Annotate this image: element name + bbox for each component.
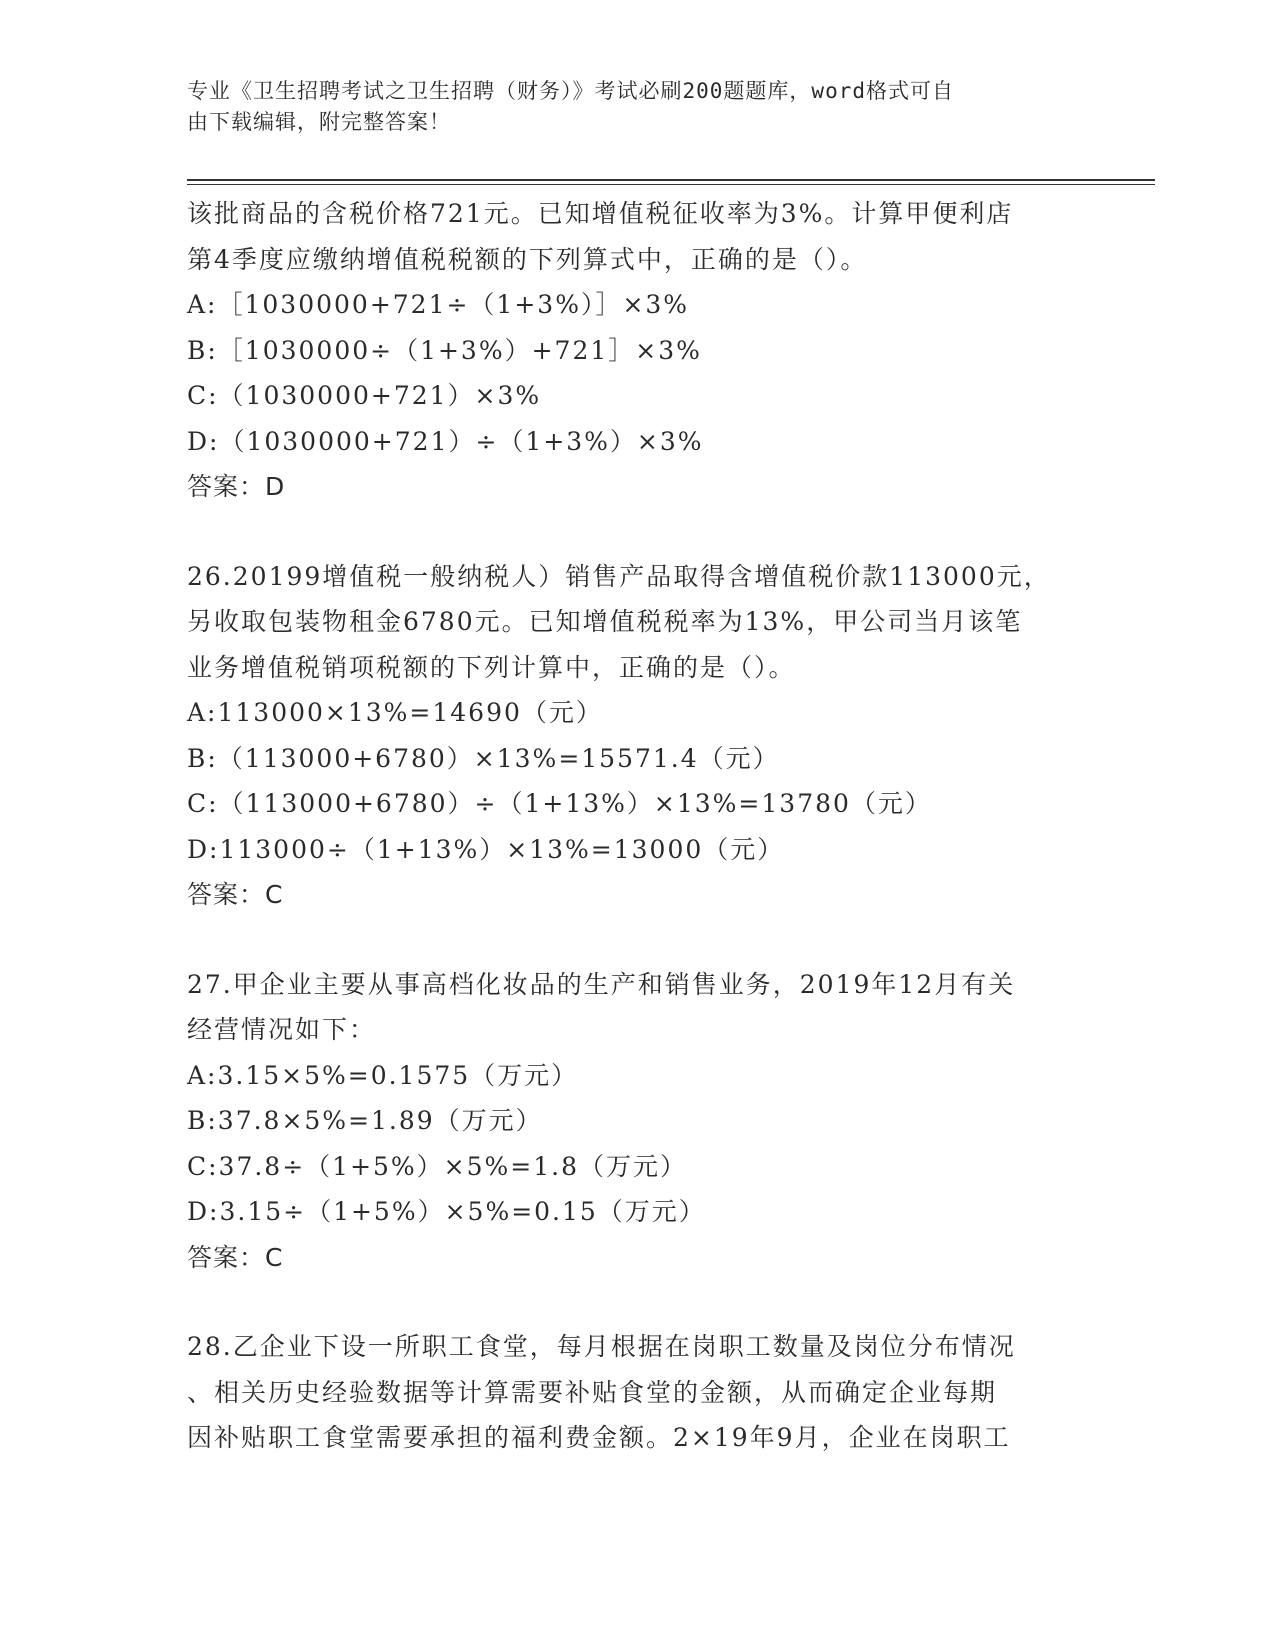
question-stem-line: 另收取包装物租金6780元。已知增值税税率为13%，甲公司当月该笔: [187, 607, 1023, 636]
document-body: [187, 191, 1147, 1461]
question-stem-line: 28.乙企业下设一所职工食堂，每月根据在岗职工数量及岗位分布情况: [187, 1332, 1016, 1361]
question-gap: [187, 918, 1147, 962]
question-stem-line: 第4季度应缴纳增值税税额的下列算式中，正确的是（）。: [187, 244, 868, 274]
option-c: C:（1030000+721）×3%: [187, 381, 542, 410]
answer-line: 答案：C: [187, 880, 284, 909]
question-stem-line: 26.20199增值税一般纳税人）销售产品取得含增值税价款113000元，: [187, 561, 1051, 591]
question-stem-line: 因补贴职工食堂需要承担的福利费金额。2×19年9月，企业在岗职工: [187, 1423, 1011, 1452]
option-b: B:［1030000÷（1+3%）+721］×3%: [187, 335, 702, 365]
option-d: D:113000÷（1+13%）×13%=13000（元）: [187, 834, 785, 864]
header-line-1: 专业《卫生招聘考试之卫生招聘（财务）》考试必刷200题题库，word格式可自: [187, 79, 954, 103]
header-rule-thick: [187, 179, 1155, 181]
option-d: D:（1030000+721）÷（1+3%）×3%: [187, 426, 704, 456]
option-b: B:（113000+6780）×13%=15571.4（元）: [187, 743, 780, 773]
question-stem-line: 27.甲企业主要从事高档化妆品的生产和销售业务，2019年12月有关: [187, 969, 1016, 999]
header-rule-thin: [187, 184, 1155, 185]
answer-line: 答案：D: [187, 472, 286, 501]
question-stem-line: 该批商品的含税价格721元。已知增值税征收率为3%。计算甲便利店: [187, 199, 1014, 228]
question-stem-line: 、相关历史经验数据等计算需要补贴食堂的金额，从而确定企业每期: [187, 1377, 998, 1407]
question-block: [187, 962, 1147, 1281]
option-b: B:37.8×5%=1.89（万元）: [187, 1106, 543, 1135]
option-d: D:3.15÷（1+5%）×5%=0.15（万元）: [187, 1197, 706, 1226]
option-a: A:113000×13%=14690（元）: [187, 698, 603, 727]
answer-line: 答案：C: [187, 1242, 284, 1272]
option-c: C:37.8÷（1+5%）×5%=1.8（万元）: [187, 1151, 687, 1181]
option-c: C:（113000+6780）÷（1+13%）×13%=13780（元）: [187, 789, 932, 818]
option-a: A:［1030000+721÷（1+3%）］×3%: [187, 290, 690, 319]
question-gap: [187, 510, 1147, 554]
header-line-2: 由下载编辑，附完整答案！: [187, 110, 451, 134]
question-block: [187, 1324, 1147, 1461]
question-stem-line: 经营情况如下：: [187, 1015, 377, 1044]
question-gap: [187, 1280, 1147, 1324]
question-stem-line: 业务增值税销项税额的下列计算中，正确的是（）。: [187, 652, 796, 682]
option-a: A:3.15×5%=0.1575（万元）: [187, 1060, 579, 1090]
question-block: [187, 191, 1147, 510]
document-header: [187, 76, 1067, 138]
question-block: [187, 554, 1147, 918]
